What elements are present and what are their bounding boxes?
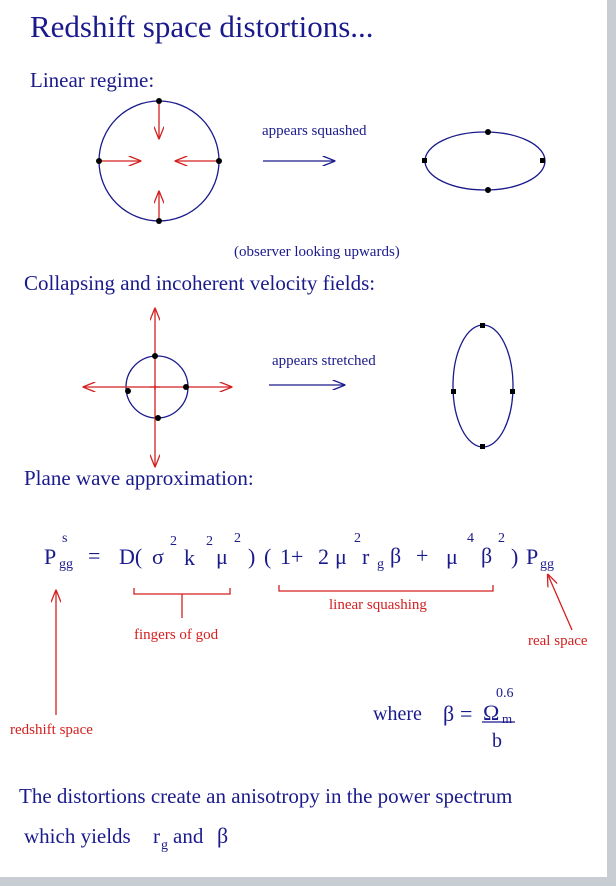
fingers-bracket [134,588,230,618]
where-pow: 0.6 [496,686,514,701]
eq-sq5: 2 [498,531,505,546]
footer-and: and [173,824,204,848]
point-c-right [183,384,189,390]
eq-P: P [44,544,57,569]
point-s-bottom [480,444,485,449]
point-right [216,158,222,164]
footer-line-1: The distortions create an anisotropy in the power spectrum [19,784,513,808]
collapsing-heading: Collapsing and incoherent velocity fields: [24,271,376,295]
stretched-ellipse [453,325,513,447]
point-s-top [480,323,485,328]
point-s-left [451,389,456,394]
eq-beta: β [390,543,402,568]
real-space-pointer [548,575,572,630]
footer-g: g [161,838,168,853]
slide-title: Redshift space distortions... [30,9,374,44]
redshift-space-label: redshift space [10,722,93,738]
point-c-top [152,353,158,359]
point-e-bottom [485,187,491,193]
eq-mu: μ [216,544,228,569]
where-beta: β [443,701,455,726]
eq-sq3: 2 [234,531,241,546]
linear-circle-diagram [96,98,222,224]
point-bottom [156,218,162,224]
point-e-top [485,129,491,135]
eq-sigma: σ [152,544,164,569]
eq-r: r [362,544,370,569]
eq-mu3: μ [446,544,458,569]
eq-equals: = [88,543,101,568]
eq-sq1: 2 [170,534,177,549]
footer-r: r [153,824,160,848]
eq-D: D( [119,544,143,569]
eq-P-sup: s [62,531,68,546]
eq-one-plus: 1+ [280,544,304,569]
fingers-of-god-label: fingers of god [134,627,219,643]
where-omega: Ω [483,700,500,725]
eq-close1: ) [248,544,256,569]
stretched-ellipse-diagram [451,323,515,449]
eq-open2: ( [264,544,272,569]
where-m: m [502,711,513,726]
eq-P2-sub: gg [540,557,554,572]
eq-plus: + [416,543,429,568]
eq-sq2: 2 [206,534,213,549]
point-c-bottom [155,415,161,421]
plane-wave-heading: Plane wave approximation: [24,466,254,490]
eq-sq4: 2 [354,531,361,546]
real-space-label: real space [528,633,588,649]
observer-note: (observer looking upwards) [234,244,400,260]
eq-mu2: μ [335,544,347,569]
point-e-left [422,158,427,163]
eq-g-sub: g [377,557,384,572]
eq-two: 2 [318,544,329,569]
eq-pow4: 4 [467,531,474,546]
point-top [156,98,162,104]
footer-beta: β [217,823,229,848]
linear-heading: Linear regime: [30,68,155,92]
stretched-label: appears stretched [272,353,376,369]
point-e-right [540,158,545,163]
point-left [96,158,102,164]
eq-P-sub: gg [59,557,73,572]
where-label: where [373,703,422,725]
squashed-label: appears squashed [262,123,367,139]
eq-k: k [184,545,195,570]
where-b: b [492,730,502,752]
collapsing-circle-diagram [84,309,231,466]
squashed-ellipse [425,132,545,190]
where-eq: = [460,701,473,726]
squashed-ellipse-diagram [422,129,545,193]
linear-bracket [279,585,493,591]
footer-line-2: which yields [24,824,131,848]
point-c-left [125,388,131,394]
eq-P2: P [526,544,539,569]
point-s-right [510,389,515,394]
linear-squashing-label: linear squashing [329,597,427,613]
eq-beta2: β [481,543,493,568]
eq-close2: ) [511,544,519,569]
